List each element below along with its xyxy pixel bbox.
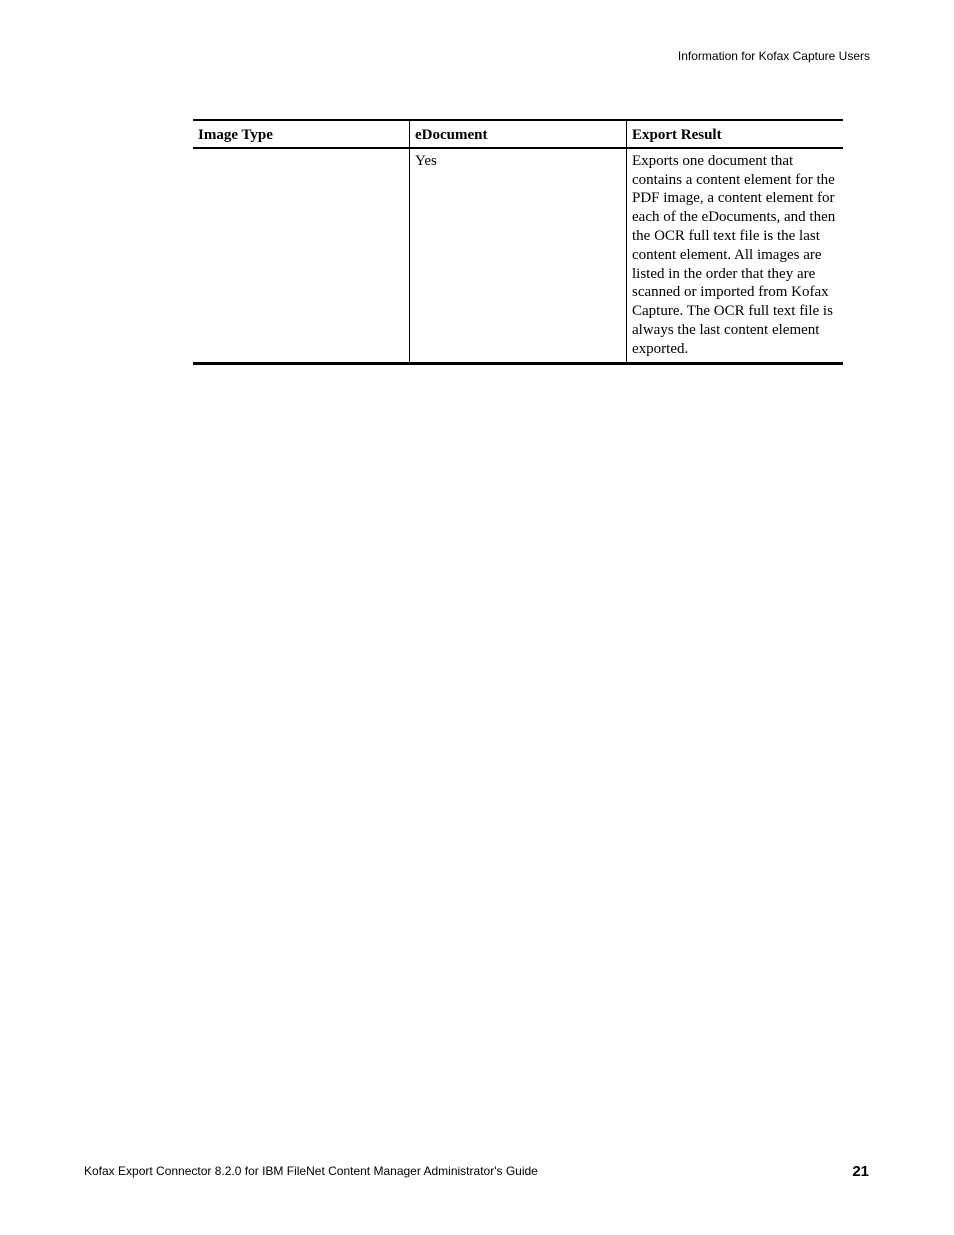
image-type-export-table [193,119,843,365]
column-header-edocument: eDocument [410,120,627,148]
table-row [193,148,843,363]
cell-edocument: Yes [410,148,627,363]
running-header: Information for Kofax Capture Users [677,49,870,63]
footer-guide-title: Kofax Export Connector 8.2.0 for IBM FileNet Content Manager Administrator's Guide [84,1164,538,1178]
table-body [193,148,843,363]
cell-image-type [193,148,410,363]
column-header-export-result: Export Result [627,120,844,148]
cell-export-result: Exports one document that contains a content element for the PDF image, a content element for each of the eDocuments, and then the OCR full text file is the last content element. All images are listed in the order that they are scanned or imported from Kofax Capture. The OCR full text file is always the last content element exported. [627,148,844,363]
table-header [193,120,843,148]
column-header-image-type: Image Type [193,120,410,148]
table-header-row [193,120,843,148]
page-number: 21 [852,1163,869,1180]
